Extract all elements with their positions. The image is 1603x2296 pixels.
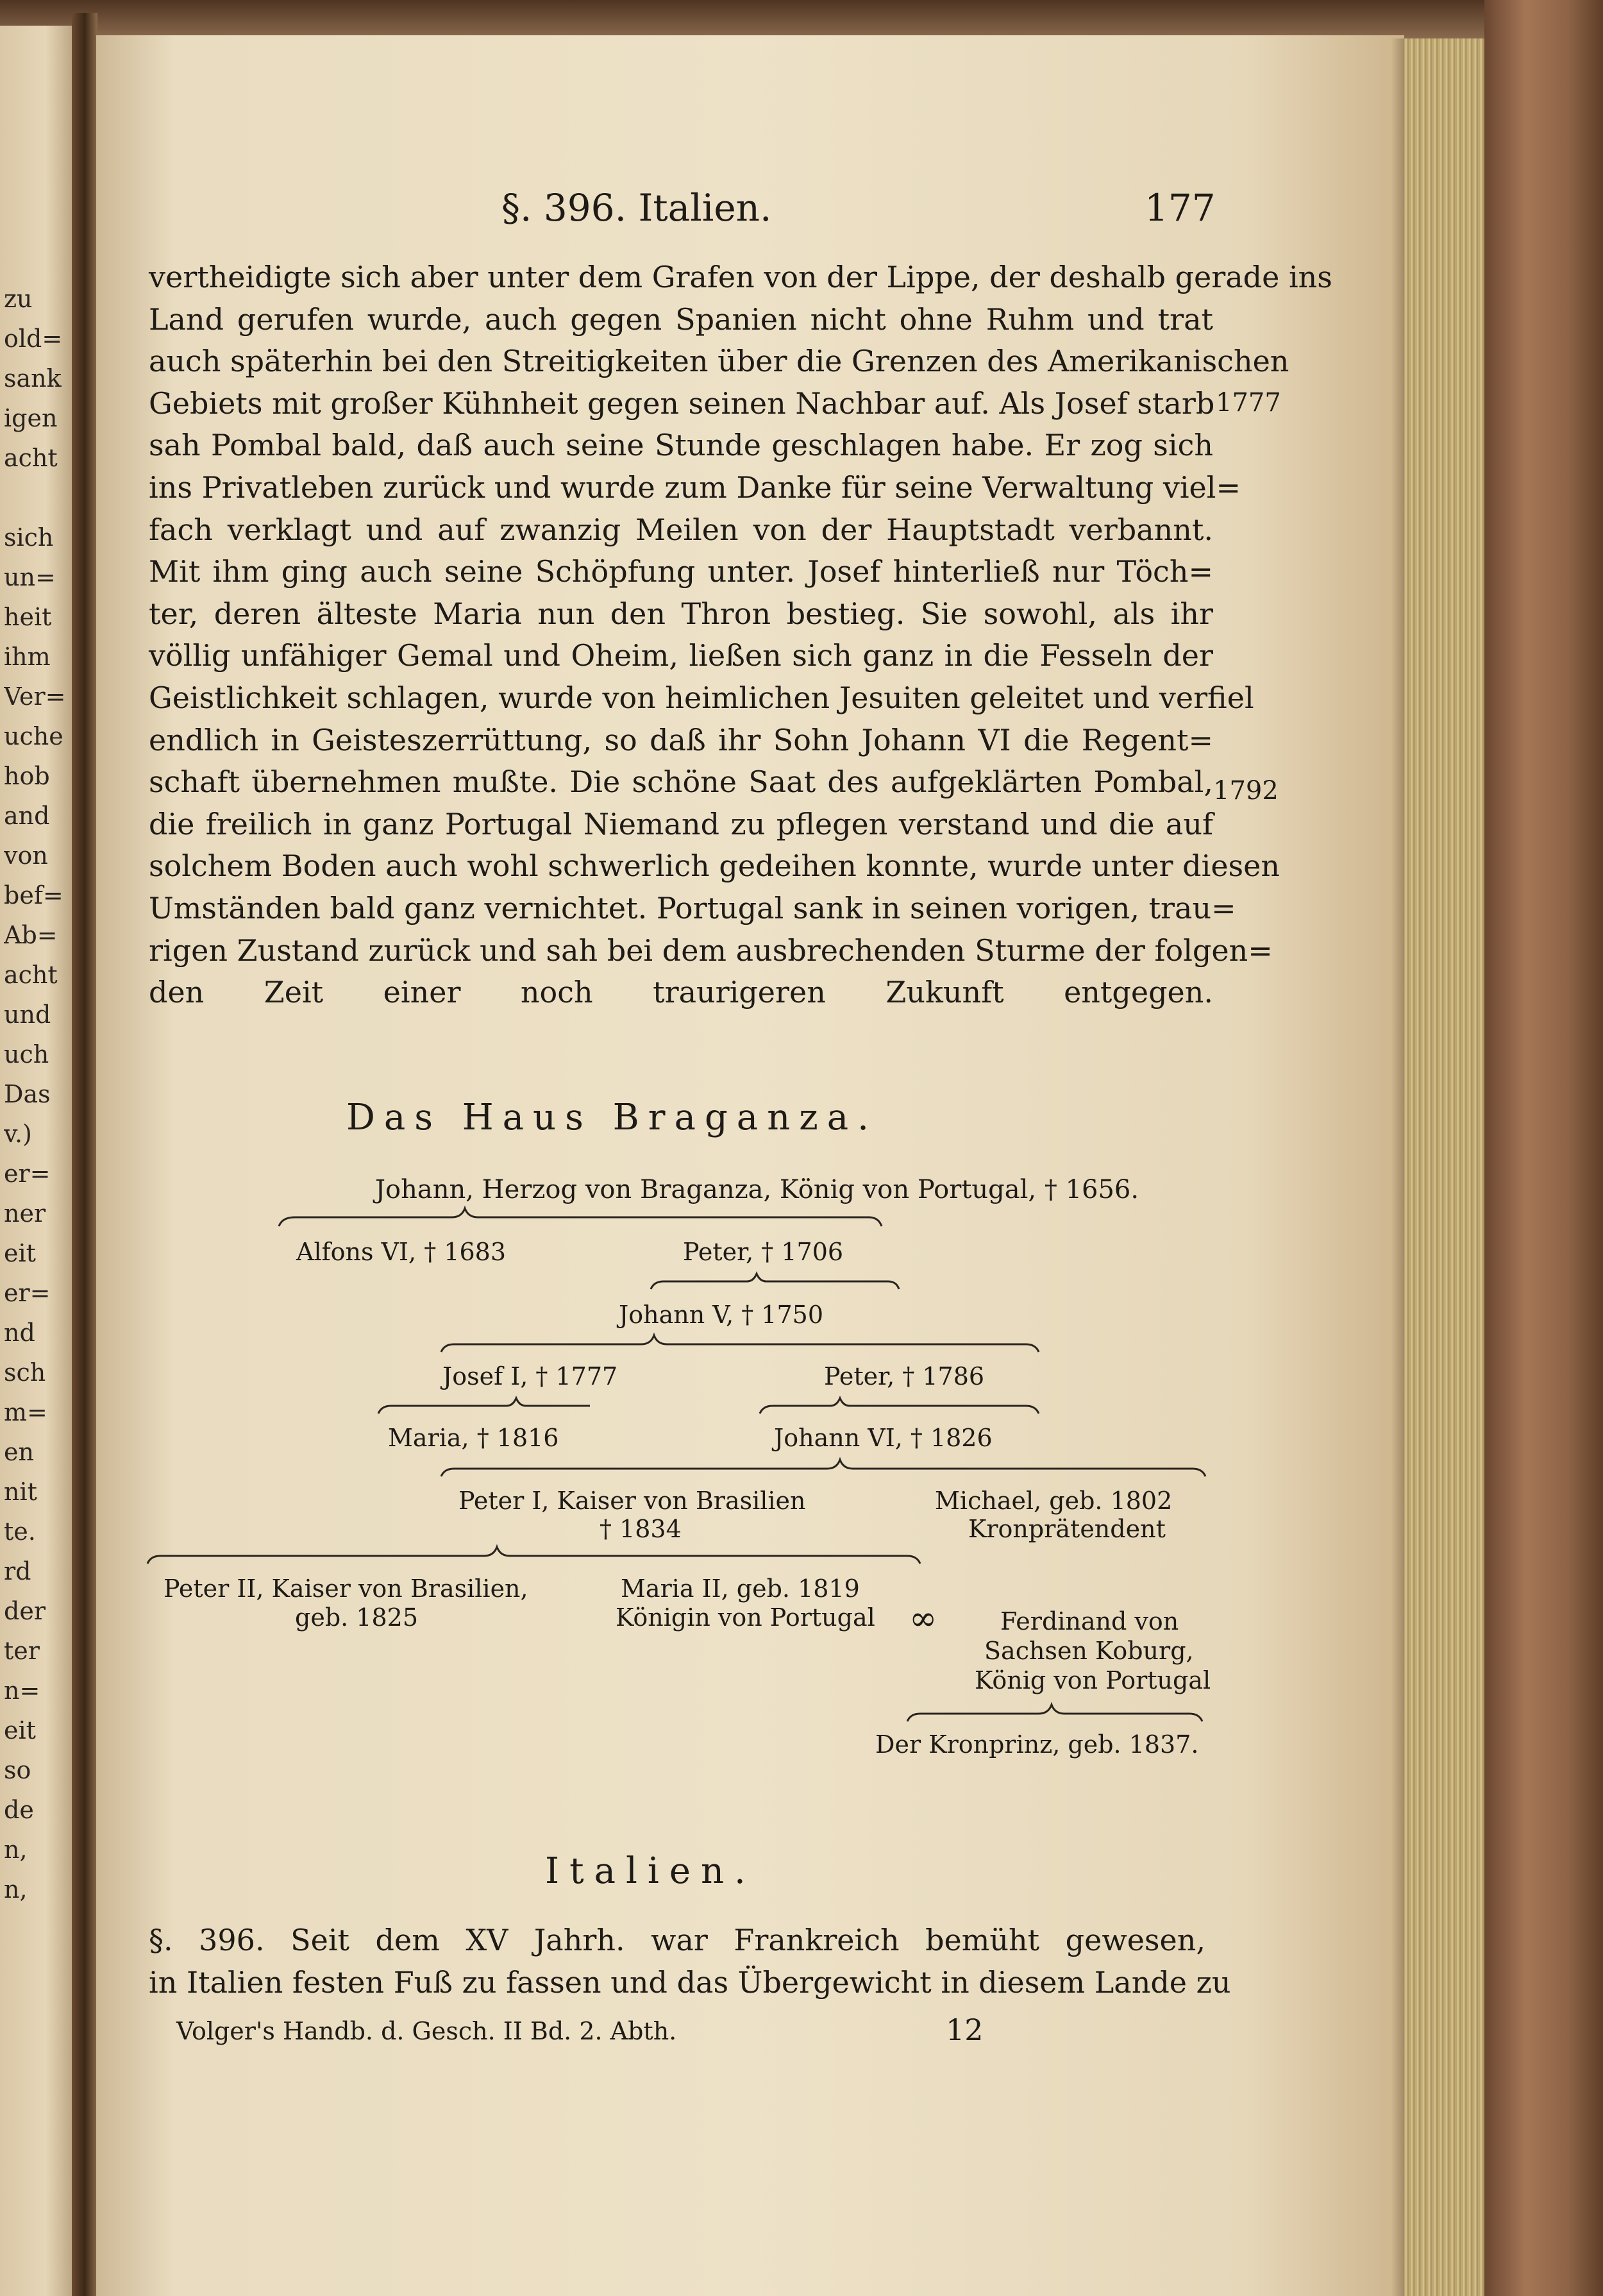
facing-page-fragment: sich bbox=[4, 523, 54, 552]
body-text-line: auch späterhin bei den Streitigkeiten über die Grenzen des Amerikanischen bbox=[149, 344, 1289, 379]
genealogy-johann-duke: Johann, Herzog von Braganza, König von Portugal, † 1656. bbox=[375, 1175, 1139, 1204]
signature-line: Volger's Handb. d. Gesch. II Bd. 2. Abth. bbox=[176, 2017, 677, 2045]
page-number: 177 bbox=[1145, 186, 1216, 230]
genealogy-peter-1786: Peter, † 1786 bbox=[824, 1362, 985, 1390]
facing-page-fragment: igen bbox=[4, 404, 58, 432]
genealogy-maria-ii-birth: Maria II, geb. 1819 bbox=[621, 1574, 860, 1603]
facing-page-fragment: so bbox=[4, 1756, 31, 1784]
genealogy-ferdinand-title: König von Portugal bbox=[975, 1666, 1211, 1694]
facing-page-fragment: eit bbox=[4, 1716, 36, 1744]
facing-page-fragment: sank bbox=[4, 364, 62, 393]
brace-marriage-maria-peter bbox=[760, 1398, 1039, 1414]
facing-page-fragment: bef= bbox=[4, 881, 63, 909]
body-text-line: Land gerufen wurde, auch gegen Spanien nicht ohne Ruhm und trat bbox=[149, 301, 1213, 337]
genealogy-johann-vi: Johann VI, † 1826 bbox=[774, 1424, 993, 1452]
genealogy-michael-pretender: Kronprätendent bbox=[968, 1515, 1166, 1543]
facing-page-fragment: von bbox=[4, 841, 48, 870]
running-head: §. 396. Italien. bbox=[501, 186, 772, 230]
body-text-line: völlig unfähiger Gemal und Oheim, ließen sich ganz in die Fesseln der bbox=[149, 638, 1213, 673]
facing-page-fragment: hob bbox=[4, 762, 50, 790]
genealogy-michael-birth: Michael, geb. 1802 bbox=[935, 1487, 1173, 1515]
section-paragraph-line-2: in Italien festen Fuß zu fassen und das Übergewicht in diesem Lande zu bbox=[149, 1965, 1231, 2000]
facing-page-fragment: Ab= bbox=[4, 921, 58, 949]
facing-page-fragment: ter bbox=[4, 1637, 40, 1665]
brace-johann-v-children bbox=[441, 1335, 1039, 1352]
brace-josef-children bbox=[378, 1398, 590, 1414]
facing-page-fragment: nit bbox=[4, 1478, 37, 1506]
section-title: Italien. bbox=[545, 1850, 756, 1892]
brace-johann-vi-children bbox=[441, 1460, 1205, 1476]
facing-page-fragment: acht bbox=[4, 444, 58, 472]
facing-page-fragment: ihm bbox=[4, 643, 51, 671]
genealogy-maria-1816: Maria, † 1816 bbox=[388, 1424, 559, 1452]
genealogy-maria-ii-title: Königin von Portugal bbox=[616, 1603, 875, 1632]
facing-page-fragment: de bbox=[4, 1796, 34, 1824]
body-text-line: die freilich in ganz Portugal Niemand zu pflegen verstand und die auf bbox=[149, 806, 1213, 841]
facing-page-fragment: er= bbox=[4, 1279, 51, 1307]
brace-johann-duke-children bbox=[279, 1208, 882, 1226]
facing-page-fragment: Ver= bbox=[4, 682, 66, 711]
facing-page-fragment: ner bbox=[4, 1199, 46, 1228]
facing-page-fragment: der bbox=[4, 1597, 46, 1625]
facing-page-fragment: old= bbox=[4, 325, 63, 353]
genealogy-peter-i-death: † 1834 bbox=[600, 1515, 682, 1543]
facing-page-fragment: er= bbox=[4, 1160, 51, 1188]
genealogy-title: Das Haus Braganza. bbox=[346, 1097, 878, 1138]
marriage-symbol: ∞ bbox=[909, 1600, 937, 1638]
brace-peter-i-children bbox=[147, 1547, 920, 1564]
body-text-line: Geistlichkeit schlagen, wurde von heimlichen Jesuiten geleitet und verfiel bbox=[149, 680, 1254, 715]
genealogy-peter-ii-birth: geb. 1825 bbox=[295, 1603, 419, 1632]
facing-page-fragment: n, bbox=[4, 1875, 28, 1903]
body-text-line: rigen Zustand zurück und sah bei dem ausbrechenden Sturme der folgen= bbox=[149, 933, 1273, 968]
facing-page-fragment: v.) bbox=[4, 1120, 32, 1148]
facing-page-fragment: en bbox=[4, 1438, 34, 1466]
genealogy-kronprinz: Der Kronprinz, geb. 1837. bbox=[875, 1730, 1199, 1759]
body-text-line: Gebiets mit großer Kühnheit gegen seinen Nachbar auf. Als Josef starb bbox=[149, 385, 1215, 421]
body-text-line: fach verklagt und auf zwanzig Meilen von der Hauptstadt verbannt. bbox=[149, 512, 1213, 547]
facing-page-fragment: te. bbox=[4, 1517, 36, 1546]
margin-year-1792: 1792 bbox=[1213, 776, 1279, 806]
facing-page-fragment: acht bbox=[4, 961, 58, 989]
facing-page-fragment: un= bbox=[4, 563, 56, 591]
facing-page-fragment: n, bbox=[4, 1836, 28, 1864]
brace-peter-children bbox=[651, 1274, 899, 1289]
facing-page-fragment: n= bbox=[4, 1676, 40, 1705]
body-text-line: ter, deren älteste Maria nun den Thron bestieg. Sie sowohl, als ihr bbox=[149, 596, 1213, 631]
body-text-line: solchem Boden auch wohl schwerlich gedeihen konnte, wurde unter diesen bbox=[149, 848, 1280, 884]
genealogy-peter-i-title: Peter I, Kaiser von Brasilien bbox=[458, 1487, 806, 1515]
genealogy-josef-i: Josef I, † 1777 bbox=[442, 1362, 618, 1390]
facing-page-fragment: nd bbox=[4, 1319, 35, 1347]
genealogy-alfons-vi: Alfons VI, † 1683 bbox=[296, 1238, 506, 1266]
body-text-line: ins Privatleben zurück und wurde zum Danke für seine Verwaltung viel= bbox=[149, 469, 1241, 505]
facing-page-fragment: zu bbox=[4, 285, 33, 313]
body-text-line: sah Pombal bald, daß auch seine Stunde geschlagen habe. Er zog sich bbox=[149, 428, 1213, 463]
body-text-line: Mit ihm ging auch seine Schöpfung unter. Josef hinterließ nur Töch= bbox=[149, 554, 1213, 589]
facing-page-fragment: rd bbox=[4, 1557, 31, 1585]
facing-page-fragment: Das bbox=[4, 1080, 51, 1108]
facing-page-fragment: m= bbox=[4, 1398, 47, 1426]
facing-page-fragment: eit bbox=[4, 1239, 36, 1267]
facing-page-fragment: heit bbox=[4, 603, 52, 631]
margin-year-1777: 1777 bbox=[1216, 388, 1281, 418]
genealogy-ferdinand-name: Ferdinand von bbox=[1000, 1607, 1179, 1635]
genealogy-johann-v: Johann V, † 1750 bbox=[619, 1301, 824, 1329]
genealogy-peter-ii-title: Peter II, Kaiser von Brasilien, bbox=[164, 1574, 528, 1603]
facing-page-fragment: and bbox=[4, 802, 50, 830]
body-text-line: vertheidigte sich aber unter dem Grafen von der Lippe, der deshalb gerade ins bbox=[149, 260, 1332, 294]
body-text-line: Umständen bald ganz vernichtet. Portugal sank in seinen vorigen, trau= bbox=[149, 890, 1236, 925]
facing-page-fragment: sch bbox=[4, 1358, 46, 1387]
body-text-line: endlich in Geisteszerrüttung, so daß ihr Sohn Johann VI die Regent= bbox=[149, 722, 1213, 757]
body-text-line: schaft übernehmen mußte. Die schöne Saat des aufgeklärten Pombal, bbox=[149, 764, 1213, 800]
facing-page-fragment: uche bbox=[4, 722, 63, 750]
genealogy-ferdinand-house: Sachsen Koburg, bbox=[984, 1637, 1194, 1665]
facing-page-fragment: und bbox=[4, 1000, 51, 1029]
signature-number: 12 bbox=[946, 2013, 984, 2047]
brace-maria-ii-children bbox=[907, 1705, 1202, 1721]
body-text-line: den Zeit einer noch traurigeren Zukunft entgegen. bbox=[149, 975, 1213, 1010]
section-paragraph-line-1: §. 396. Seit dem XV Jahrh. war Frankreich bemüht gewesen, bbox=[149, 1923, 1205, 1957]
genealogy-peter-1706: Peter, † 1706 bbox=[683, 1238, 844, 1266]
facing-page-fragment: uch bbox=[4, 1040, 49, 1068]
